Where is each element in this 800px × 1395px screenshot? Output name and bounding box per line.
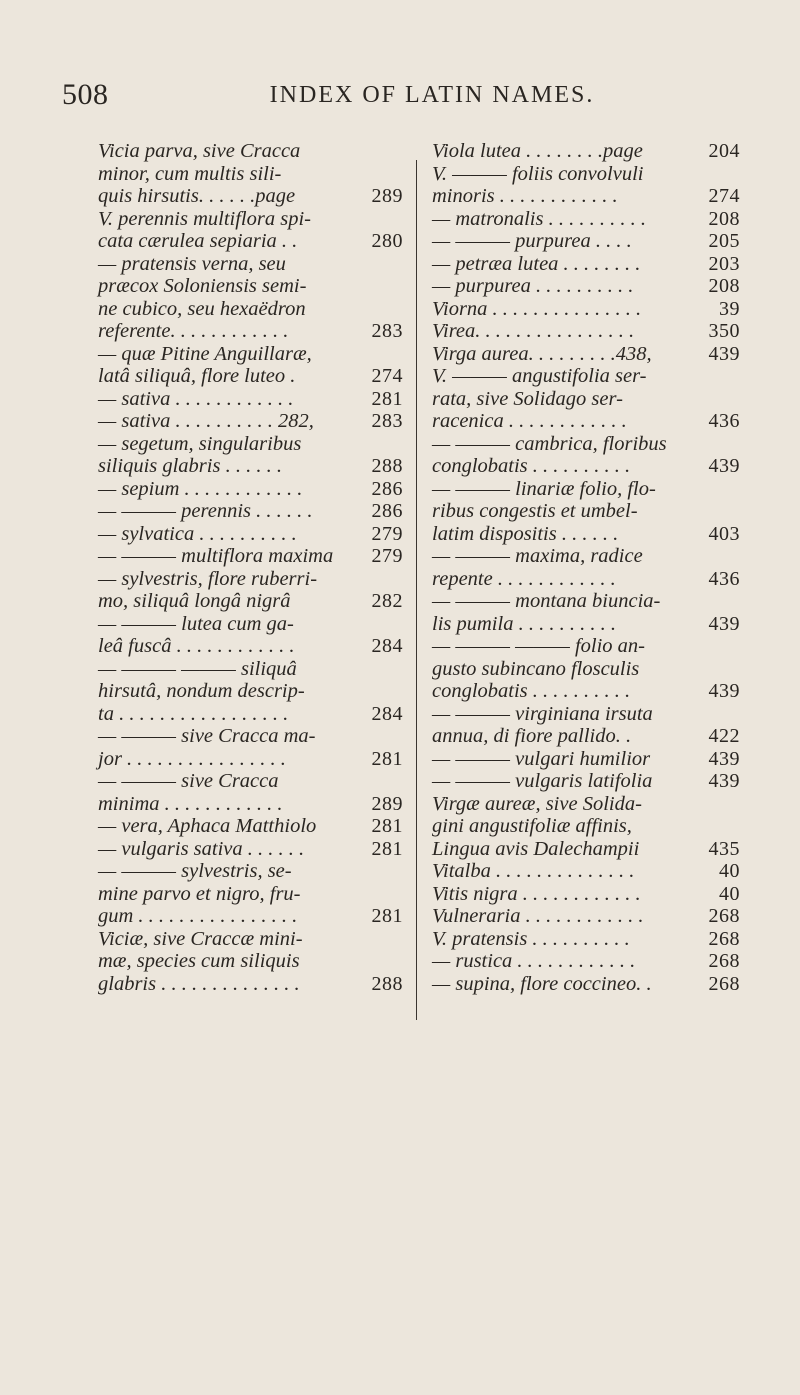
entry-text: gini angustifoliæ affinis,: [432, 815, 632, 837]
entry-text: gum . . . . . . . . . . . . . . . .: [98, 905, 298, 927]
entry-text: Viciæ, sive Craccæ mini-: [98, 927, 303, 950]
entry-text: — sylvestris, flore ruberri-: [98, 567, 318, 590]
index-entry: [432, 478, 740, 546]
index-entry: [432, 343, 740, 366]
index-entry: [432, 883, 740, 906]
entry-text: referente. . . . . . . . . . . .: [98, 320, 289, 342]
entry-line: [432, 500, 740, 523]
entry-text: minima . . . . . . . . . . . .: [98, 792, 283, 815]
entry-line: [98, 747, 403, 771]
entry-text: siliquis glabris . . . . . .: [98, 455, 282, 477]
entry-text: — ——— vulgaris latifolia: [432, 770, 653, 792]
entry-text: annua, di fiore pallido. .: [432, 725, 632, 747]
entry-text: conglobatis . . . . . . . . . .: [432, 455, 631, 477]
index-entry: [432, 793, 740, 861]
entry-line: [432, 770, 740, 793]
index-entry: [98, 568, 403, 613]
page-reference: 286: [371, 477, 403, 500]
entry-text: Lingua avis Dalechampii: [432, 837, 640, 860]
entry-line: [432, 702, 740, 726]
entry-text: quis hirsutis. . . . . .page: [98, 185, 296, 207]
page-reference: 281: [371, 387, 403, 410]
entry-line: [432, 950, 740, 973]
page-reference: 439: [708, 342, 740, 365]
page-reference: 284: [371, 635, 403, 657]
left-index-column: [98, 140, 403, 995]
index-entry: [98, 658, 403, 726]
entry-text: — segetum, singularibus: [98, 432, 302, 455]
entry-line: [98, 612, 403, 636]
page-reference: 268: [708, 972, 740, 995]
entry-text: — supina, flore coccineo. .: [432, 972, 652, 995]
page-number: 508: [62, 78, 109, 111]
entry-text: minor, cum multis sili-: [98, 162, 282, 185]
entry-line: [98, 792, 403, 816]
entry-line: [432, 545, 740, 568]
entry-text: — ——— sive Cracca ma-: [98, 725, 316, 747]
index-entry: [98, 860, 403, 928]
page-reference: 439: [708, 612, 740, 635]
entry-line: [98, 657, 403, 681]
page-reference: 268: [708, 905, 740, 927]
page-reference: 286: [371, 500, 403, 522]
entry-line: [432, 320, 740, 343]
index-entry: [98, 388, 403, 411]
index-entry: [432, 950, 740, 973]
entry-text: cata cærulea sepiaria . .: [98, 230, 298, 252]
entry-line: [432, 410, 740, 433]
entry-line: [98, 387, 403, 411]
entry-text: — ——— multiflora maxima: [98, 545, 334, 567]
entry-text: latim dispositis . . . . . .: [432, 522, 619, 545]
index-entry: [432, 253, 740, 276]
page-reference: 203: [708, 252, 740, 275]
entry-line: [432, 792, 740, 816]
entry-line: [432, 207, 740, 231]
entry-text: minoris . . . . . . . . . . . .: [432, 185, 618, 207]
column-divider: [416, 160, 417, 1020]
entry-line: [432, 927, 740, 951]
entry-text: mo, siliquâ longâ nigrâ: [98, 590, 291, 612]
entry-text: — sylvatica . . . . . . . . . .: [98, 522, 297, 545]
entry-text: — vulgaris sativa . . . . . .: [98, 837, 305, 860]
entry-line: [98, 522, 403, 546]
entry-line: [432, 747, 740, 771]
entry-text: Virgæ aureæ, sive Solida-: [432, 792, 642, 815]
page-reference: 288: [371, 972, 403, 995]
entry-line: [432, 882, 740, 906]
index-entry: [432, 928, 740, 951]
entry-text: glabris . . . . . . . . . . . . . .: [98, 972, 300, 995]
entry-text: racenica . . . . . . . . . . . .: [432, 410, 627, 432]
entry-line: [98, 882, 403, 906]
entry-text: jor . . . . . . . . . . . . . . . .: [98, 747, 286, 770]
index-entry: [432, 433, 740, 478]
index-entry: [432, 748, 740, 771]
entry-line: [98, 185, 403, 208]
entry-line: [432, 860, 740, 883]
running-title: INDEX OF LATIN NAMES.: [269, 82, 595, 108]
entry-text: ribus congestis et umbel-: [432, 500, 638, 522]
entry-text: — ——— maxima, radice: [432, 545, 643, 567]
entry-text: — ——— ——— siliquâ: [98, 657, 297, 680]
index-entry: [98, 343, 403, 388]
page-reference: 39: [719, 297, 740, 320]
right-index-column: [432, 140, 740, 995]
entry-text: Viola lutea . . . . . . . .page: [432, 140, 643, 162]
page-reference: 439: [708, 747, 740, 770]
entry-line: [98, 477, 403, 501]
entry-line: [432, 522, 740, 546]
entry-line: [98, 252, 403, 276]
entry-text: gusto subincano flosculis: [432, 657, 640, 680]
page-reference: 283: [371, 410, 403, 432]
page-reference: 40: [719, 860, 740, 882]
entry-line: [98, 860, 403, 883]
entry-line: [432, 185, 740, 208]
entry-text: — ——— perennis . . . . . .: [98, 500, 313, 522]
page-reference: 268: [708, 927, 740, 950]
index-entry: [432, 320, 740, 343]
page-reference: 283: [371, 320, 403, 342]
entry-line: [432, 140, 740, 163]
entry-text: — ——— linariæ folio, flo-: [432, 477, 656, 500]
page-reference: 439: [708, 455, 740, 477]
page-reference: 281: [371, 815, 403, 837]
entry-text: latâ siliquâ, flore luteo .: [98, 365, 296, 387]
page-reference: 40: [719, 882, 740, 905]
entry-line: [432, 432, 740, 456]
index-entry: [98, 410, 403, 433]
index-entry: [432, 770, 740, 793]
page-reference: 274: [371, 365, 403, 387]
index-entry: [432, 140, 740, 163]
index-entry: [98, 500, 403, 523]
page-reference: 439: [708, 680, 740, 702]
entry-line: [98, 927, 403, 951]
entry-line: [98, 410, 403, 433]
page-reference: 282: [371, 590, 403, 612]
entry-line: [98, 207, 403, 231]
index-entry: [432, 703, 740, 748]
entry-text: lis pumila . . . . . . . . . .: [432, 612, 616, 635]
entry-line: [432, 297, 740, 321]
entry-line: [432, 635, 740, 658]
entry-text: Vitalba . . . . . . . . . . . . . .: [432, 860, 635, 882]
entry-text: Vitis nigra . . . . . . . . . . . .: [432, 882, 641, 905]
entry-line: [98, 545, 403, 568]
page-reference: 289: [371, 792, 403, 815]
entry-line: [432, 590, 740, 613]
entry-text: — sepium . . . . . . . . . . . .: [98, 477, 303, 500]
entry-line: [98, 905, 403, 928]
entry-line: [98, 320, 403, 343]
page-reference: 268: [708, 950, 740, 972]
entry-text: leâ fuscâ . . . . . . . . . . . .: [98, 635, 295, 657]
entry-line: [98, 770, 403, 793]
entry-text: V. ——— foliis convolvuli: [432, 162, 644, 185]
entry-line: [432, 275, 740, 298]
entry-line: [98, 230, 403, 253]
page-reference: 422: [708, 725, 740, 747]
entry-text: — ——— sylvestris, se-: [98, 860, 292, 882]
entry-text: — ——— sive Cracca: [98, 770, 279, 792]
page-reference: 436: [708, 567, 740, 590]
page-reference: 281: [371, 837, 403, 860]
entry-line: [98, 635, 403, 658]
page-reference: 289: [371, 185, 403, 207]
entry-line: [98, 972, 403, 996]
index-entry: [432, 545, 740, 590]
entry-text: — ——— ——— folio an-: [432, 635, 646, 657]
entry-line: [98, 500, 403, 523]
page-reference: 205: [708, 230, 740, 252]
entry-line: [98, 590, 403, 613]
entry-line: [432, 230, 740, 253]
entry-line: [432, 342, 740, 366]
index-entry: [98, 140, 403, 208]
entry-text: ne cubico, seu hexaëdron: [98, 297, 306, 320]
index-entry: [432, 365, 740, 433]
entry-line: [432, 657, 740, 681]
entry-line: [98, 567, 403, 591]
page-reference: 274: [708, 185, 740, 207]
entry-line: [98, 725, 403, 748]
entry-line: [432, 815, 740, 838]
index-entry: [432, 230, 740, 253]
page-reference: 279: [371, 545, 403, 567]
entry-line: [98, 275, 403, 298]
index-entry: [98, 725, 403, 770]
page-reference: 281: [371, 747, 403, 770]
entry-text: — ——— purpurea . . . .: [432, 230, 632, 252]
entry-line: [432, 725, 740, 748]
entry-text: Virea. . . . . . . . . . . . . . . .: [432, 320, 635, 342]
entry-text: — ——— montana biuncia-: [432, 590, 661, 612]
entry-line: [432, 477, 740, 501]
entry-text: mine parvo et nigro, fru-: [98, 882, 301, 905]
entry-line: [98, 702, 403, 726]
page-reference: 288: [371, 455, 403, 477]
entry-line: [98, 815, 403, 838]
page-reference: 208: [708, 275, 740, 297]
entry-text: — petræa lutea . . . . . . . .: [432, 252, 641, 275]
page-reference: 435: [708, 837, 740, 860]
index-entry: [432, 905, 740, 928]
entry-line: [98, 837, 403, 861]
page-reference: 436: [708, 410, 740, 432]
entry-text: — ——— vulgari humilior: [432, 747, 651, 770]
entry-line: [98, 140, 403, 163]
entry-text: præcox Soloniensis semi-: [98, 275, 307, 297]
entry-text: — quæ Pitine Anguillaræ,: [98, 342, 312, 365]
entry-text: Vicia parva, sive Cracca: [98, 140, 301, 162]
entry-text: — sativa . . . . . . . . . . . .: [98, 387, 294, 410]
entry-text: — ——— lutea cum ga-: [98, 612, 294, 635]
index-entry: [432, 275, 740, 298]
entry-text: ta . . . . . . . . . . . . . . . . .: [98, 702, 289, 725]
entry-line: [98, 680, 403, 703]
entry-line: [432, 905, 740, 928]
entry-line: [432, 837, 740, 861]
entry-text: — rustica . . . . . . . . . . . .: [432, 950, 636, 972]
entry-line: [432, 365, 740, 388]
entry-line: [98, 950, 403, 973]
entry-text: — ——— virginiana irsuta: [432, 702, 653, 725]
page-reference: 204: [708, 140, 740, 162]
page-reference: 279: [371, 522, 403, 545]
entry-text: — matronalis . . . . . . . . . .: [432, 207, 646, 230]
index-entry: [98, 928, 403, 996]
index-entry: [98, 523, 403, 546]
entry-text: V. pratensis . . . . . . . . . .: [432, 927, 630, 950]
entry-text: — pratensis verna, seu: [98, 252, 286, 275]
entry-text: — vera, Aphaca Matthiolo: [98, 815, 317, 837]
index-entry: [98, 770, 403, 815]
entry-line: [98, 455, 403, 478]
index-entry: [432, 208, 740, 231]
index-entry: [432, 298, 740, 321]
entry-line: [432, 567, 740, 591]
page-reference: 280: [371, 230, 403, 252]
index-entry: [98, 433, 403, 478]
entry-text: V. ——— angustifolia ser-: [432, 365, 647, 387]
index-entry: [432, 860, 740, 883]
index-entry: [432, 973, 740, 996]
entry-text: — sativa . . . . . . . . . . 282,: [98, 410, 314, 432]
entry-text: mæ, species cum siliquis: [98, 950, 300, 972]
entry-text: conglobatis . . . . . . . . . .: [432, 680, 631, 702]
entry-text: Virga aurea. . . . . . . . .438,: [432, 342, 652, 365]
entry-text: — ——— cambrica, floribus: [432, 432, 667, 455]
entry-line: [98, 342, 403, 366]
index-entry: [98, 478, 403, 501]
entry-line: [98, 297, 403, 321]
entry-line: [432, 972, 740, 996]
entry-text: hirsutâ, nondum descrip-: [98, 680, 305, 702]
entry-text: V. perennis multiflora spi-: [98, 207, 311, 230]
index-entry: [432, 590, 740, 635]
index-entry: [98, 613, 403, 658]
index-entry: [98, 208, 403, 253]
entry-text: repente . . . . . . . . . . . .: [432, 567, 616, 590]
entry-line: [432, 680, 740, 703]
entry-line: [432, 612, 740, 636]
index-entry: [98, 838, 403, 861]
page-reference: 439: [708, 770, 740, 792]
page-reference: 284: [371, 702, 403, 725]
index-entry: [432, 635, 740, 703]
page-reference: 403: [708, 522, 740, 545]
entry-text: — purpurea . . . . . . . . . .: [432, 275, 634, 297]
entry-line: [432, 162, 740, 186]
page-header: [62, 78, 742, 112]
index-entry: [98, 545, 403, 568]
entry-line: [432, 252, 740, 276]
entry-line: [432, 387, 740, 411]
entry-text: Vulneraria . . . . . . . . . . . .: [432, 905, 644, 927]
page-reference: 350: [708, 320, 740, 342]
entry-line: [98, 162, 403, 186]
index-entry: [98, 815, 403, 838]
index-entry: [98, 253, 403, 343]
entry-line: [432, 455, 740, 478]
entry-text: rata, sive Solidago ser-: [432, 387, 623, 410]
entry-text: Viorna . . . . . . . . . . . . . . .: [432, 297, 642, 320]
page-reference: 281: [371, 905, 403, 927]
index-entry: [432, 163, 740, 208]
page-reference: 208: [708, 207, 740, 230]
entry-line: [98, 432, 403, 456]
entry-line: [98, 365, 403, 388]
